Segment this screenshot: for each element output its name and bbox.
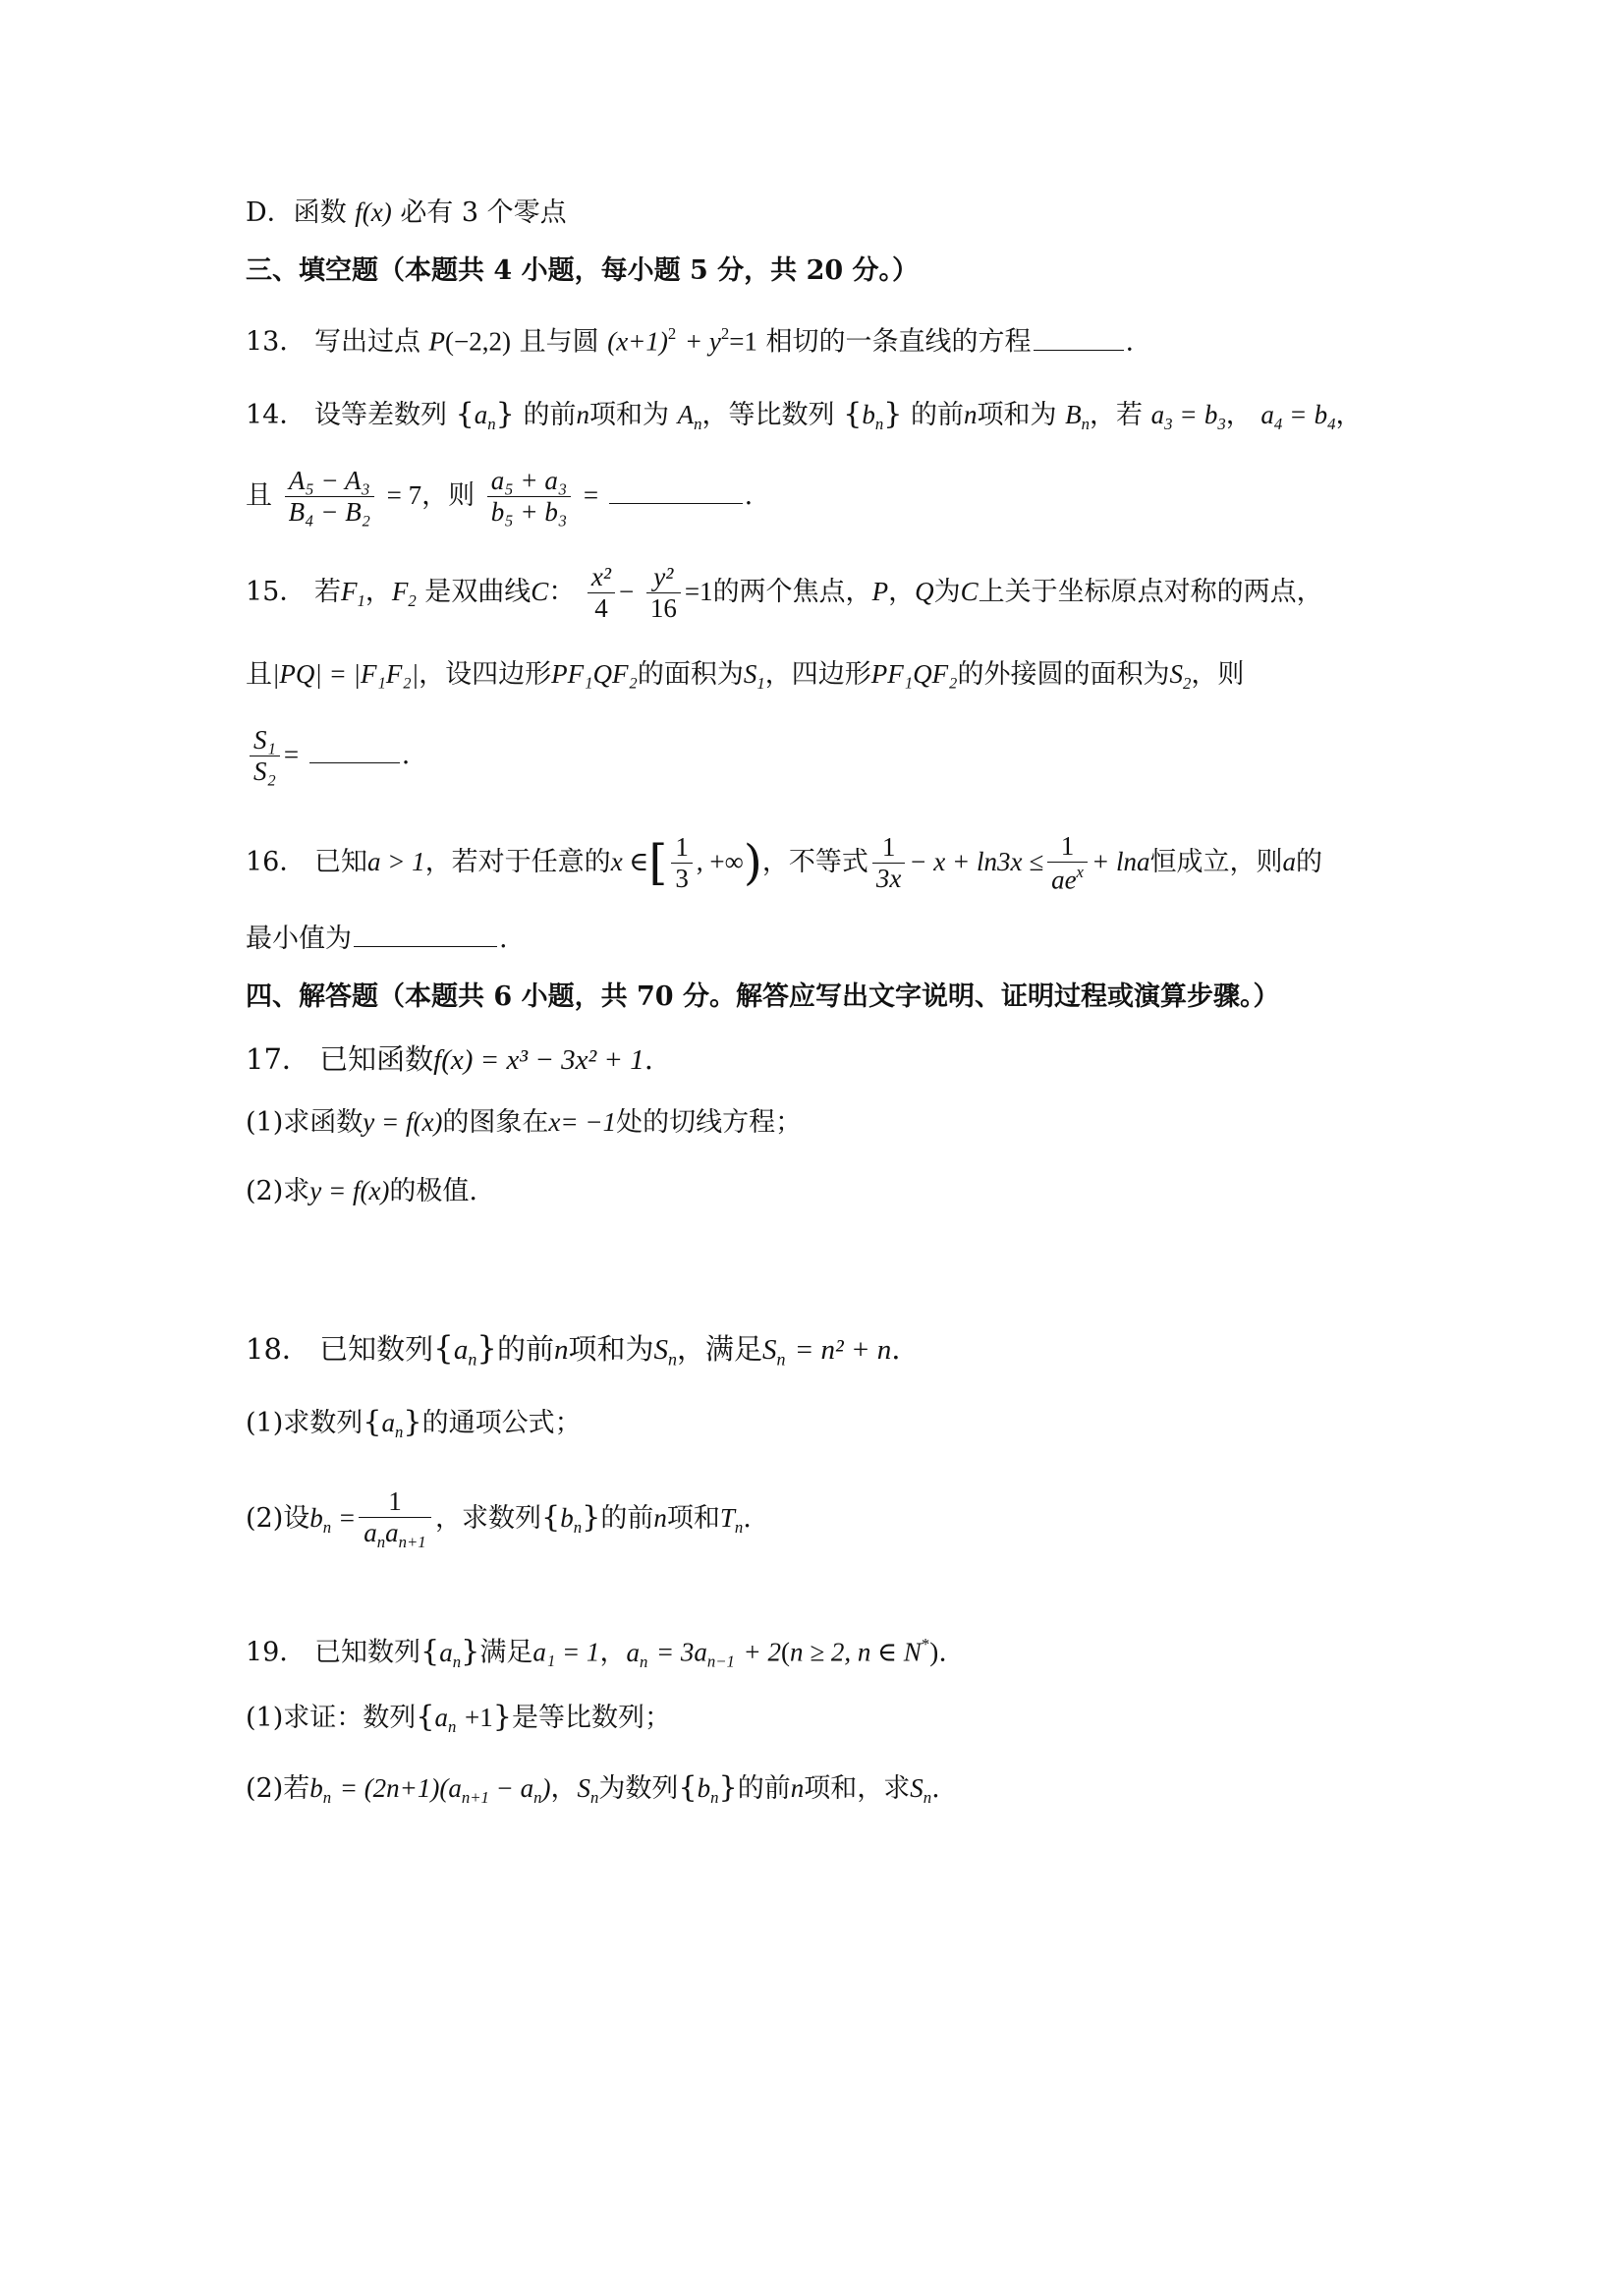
q15-text-4: 的两个焦点， [712, 577, 872, 608]
q13-text-1: 写出过点 [313, 326, 420, 358]
q13-number: 13． [246, 326, 307, 358]
q18-fraction: $\frac{1}{a_na_{n+1}}$ [359, 1486, 431, 1551]
option-d-fx: f(x) [355, 197, 392, 227]
q16-fraction-third: $\frac{1}{3}$ [671, 832, 693, 894]
q14-text-1: 设等差数列 [313, 400, 447, 430]
q14-text-5: 的前 [911, 400, 965, 430]
option-d-label: D．函数 [246, 197, 347, 228]
question-18: 18． 已知数列$\{a_n\}$的前n项和为$S_n$，满足$S_n = n^2 + n$. [246, 1329, 901, 1370]
question-16-line-2: 最小值为 . [246, 920, 1395, 959]
q14-frac-a-den: B₄ − B₂ [288, 497, 371, 528]
question-19-part-1: (1)求证：数列$\{a_n +1\}$是等比数列； [246, 1700, 671, 1736]
q14-number: 14． [246, 400, 307, 430]
q13-end: . [1125, 326, 1135, 358]
question-15-line-3: $\frac{\text{S₁}}{\text{S₂}}$ = . [246, 715, 1395, 795]
q15-text-3: 是双曲线 [424, 577, 532, 608]
q14-text-7: ，若 [1090, 400, 1144, 430]
q19-number: 19． [246, 1637, 307, 1668]
question-19-part-2: (2)若$b_n = (2n+1)(a_{n+1} - a_n)$，$S_n$为数列$\{b_n\}$的前n项和，求$S_n$. [246, 1770, 940, 1807]
q14-frac-a-num: A₅ − A₃ [285, 466, 374, 497]
q14-frac-b-num: a₅ + a₃ [487, 466, 572, 497]
q13-point-coords: (−2,2) [445, 326, 512, 357]
q15-number: 15． [246, 577, 307, 608]
q15-fraction-y: $\frac{\text{y²}}{16}$ [646, 562, 681, 624]
q13-answer-blank[interactable] [1034, 324, 1124, 351]
q15-text-6: 上关于坐标原点对称的两点， [978, 577, 1323, 608]
q14-text-4: ，等比数列 [701, 400, 835, 430]
question-18-part-2: (2)设$b_n$ = $\frac{1}{a_na_{n+1}}$ ，求数列$\{b_n\}$的前n项和$T_n$. [246, 1486, 752, 1552]
option-d [246, 193, 1395, 233]
question-18-part-1: (1)求数列$\{a_n\}$的通项公式； [246, 1405, 582, 1441]
question-16: 16． 已知a > 1，若对于任意的x ∈[ $\frac{1}{3}$ , +∞)，不等式 $\frac{1}{3x}$ − x + ln3x ≤ $\frac{1}{ae^x}$ + lna恒成立，则a的 [246, 830, 1322, 895]
q15-pq-eq: |PQ| = |F₁F₂| [272, 659, 420, 689]
question-17-part-1: (1)求函数y = f(x)的图象在x= −1处的切线方程； [246, 1107, 803, 1138]
q15-answer-blank[interactable] [309, 737, 400, 763]
q13-text-2: 且与圆 [519, 326, 599, 358]
q16-number: 16． [246, 847, 307, 877]
q13-circle-y: + y [684, 326, 721, 357]
q14-n: n [576, 400, 590, 429]
q14-answer-blank[interactable] [609, 477, 743, 504]
q14-frac-b-den: b₅ + b₃ [490, 497, 568, 528]
q16-fraction-1: $\frac{1}{3x}$ [872, 832, 905, 894]
question-17: 17． 已知函数f(x) = x³ − 3x² + 1. [246, 1042, 653, 1076]
q14-fraction-b [487, 466, 572, 528]
q15-fraction-s: $\frac{\text{S₁}}{\text{S₂}}$ [250, 725, 280, 787]
q14-qie: 且 [246, 480, 272, 512]
question-14: 14． 设等差数列 $\{a_n\}$ 的前n项和为 $A_n$，等比数列 $\{b_n\}$ 的前n项和为 $B_n$，若 $a_3 = b_3$， $a_4 = b_4$， [246, 397, 1363, 433]
option-d-rest: 必有 3 个零点 [400, 197, 567, 228]
question-17-part-2: (2)求y = f(x)的极值. [246, 1176, 478, 1206]
q17-number: 17． [246, 1042, 310, 1076]
q14-text-2: 的前 [523, 400, 577, 430]
q14-fraction-a [285, 466, 374, 528]
q13-eq1: =1 [729, 326, 757, 357]
q16-answer-blank[interactable] [354, 921, 497, 947]
question-14-line-2: 且 $\frac{\text{A₅ − A₃}}{\text{B₄ − B₂}}$ = 7，则 $\frac{\text{a₅ + a₃}}{\text{b₅ + b₃}}$ = . [246, 466, 754, 528]
q14-text-3: 项和为 [589, 400, 670, 430]
section-3-title: 三、填空题（本题共 4 小题，每小题 5 分，共 20 分。） [246, 255, 920, 286]
q14-eq7: = 7 [386, 480, 422, 511]
question-15-line-2: 且|PQ| = |F₁F₂|，设四边形PF₁QF₂的面积为$S_1$，四边形PF₁QF₂的外接圆的面积为$S_2$，则 [246, 659, 1245, 693]
question-13: 13． 写出过点 P(−2,2) 且与圆 $(x+1)^2 + y^2=1$ 相切的一条直线的方程 . [246, 324, 1135, 358]
q17-function: f(x) = x³ − 3x² + 1 [433, 1044, 644, 1076]
q18-number: 18． [246, 1332, 310, 1366]
q14-ze: ，则 [421, 480, 476, 512]
q15-fraction-x: $\frac{\text{x²}}{4}$ [588, 562, 615, 624]
q13-circle-left: (x+1) [607, 326, 668, 357]
q14-text-6: 项和为 [977, 400, 1057, 430]
question-19: 19． 已知数列$\{a_n\}$满足a₁ = 1，$a_n = 3a_{n-1} + 2(n \ge 2$, n ∈ N*). [246, 1634, 947, 1671]
q13-point-p: P [428, 326, 446, 357]
section-4-title: 四、解答题（本题共 6 小题，共 70 分。解答应写出文字说明、证明过程或演算步骤。） [246, 981, 1280, 1012]
q16-fraction-2: $\frac{1}{ae^x}$ [1047, 831, 1088, 896]
q13-text-3: 相切的一条直线的方程 [765, 326, 1032, 358]
question-15: 15． 若$F_1$，$F_2$ 是双曲线C： $\frac{\text{x²}}{4}$ − $\frac{\text{y²}}{16}$ =1的两个焦点，P，Q为C上关于坐标原点对称的两点， [246, 562, 1323, 624]
q14-eq: = [583, 480, 599, 511]
